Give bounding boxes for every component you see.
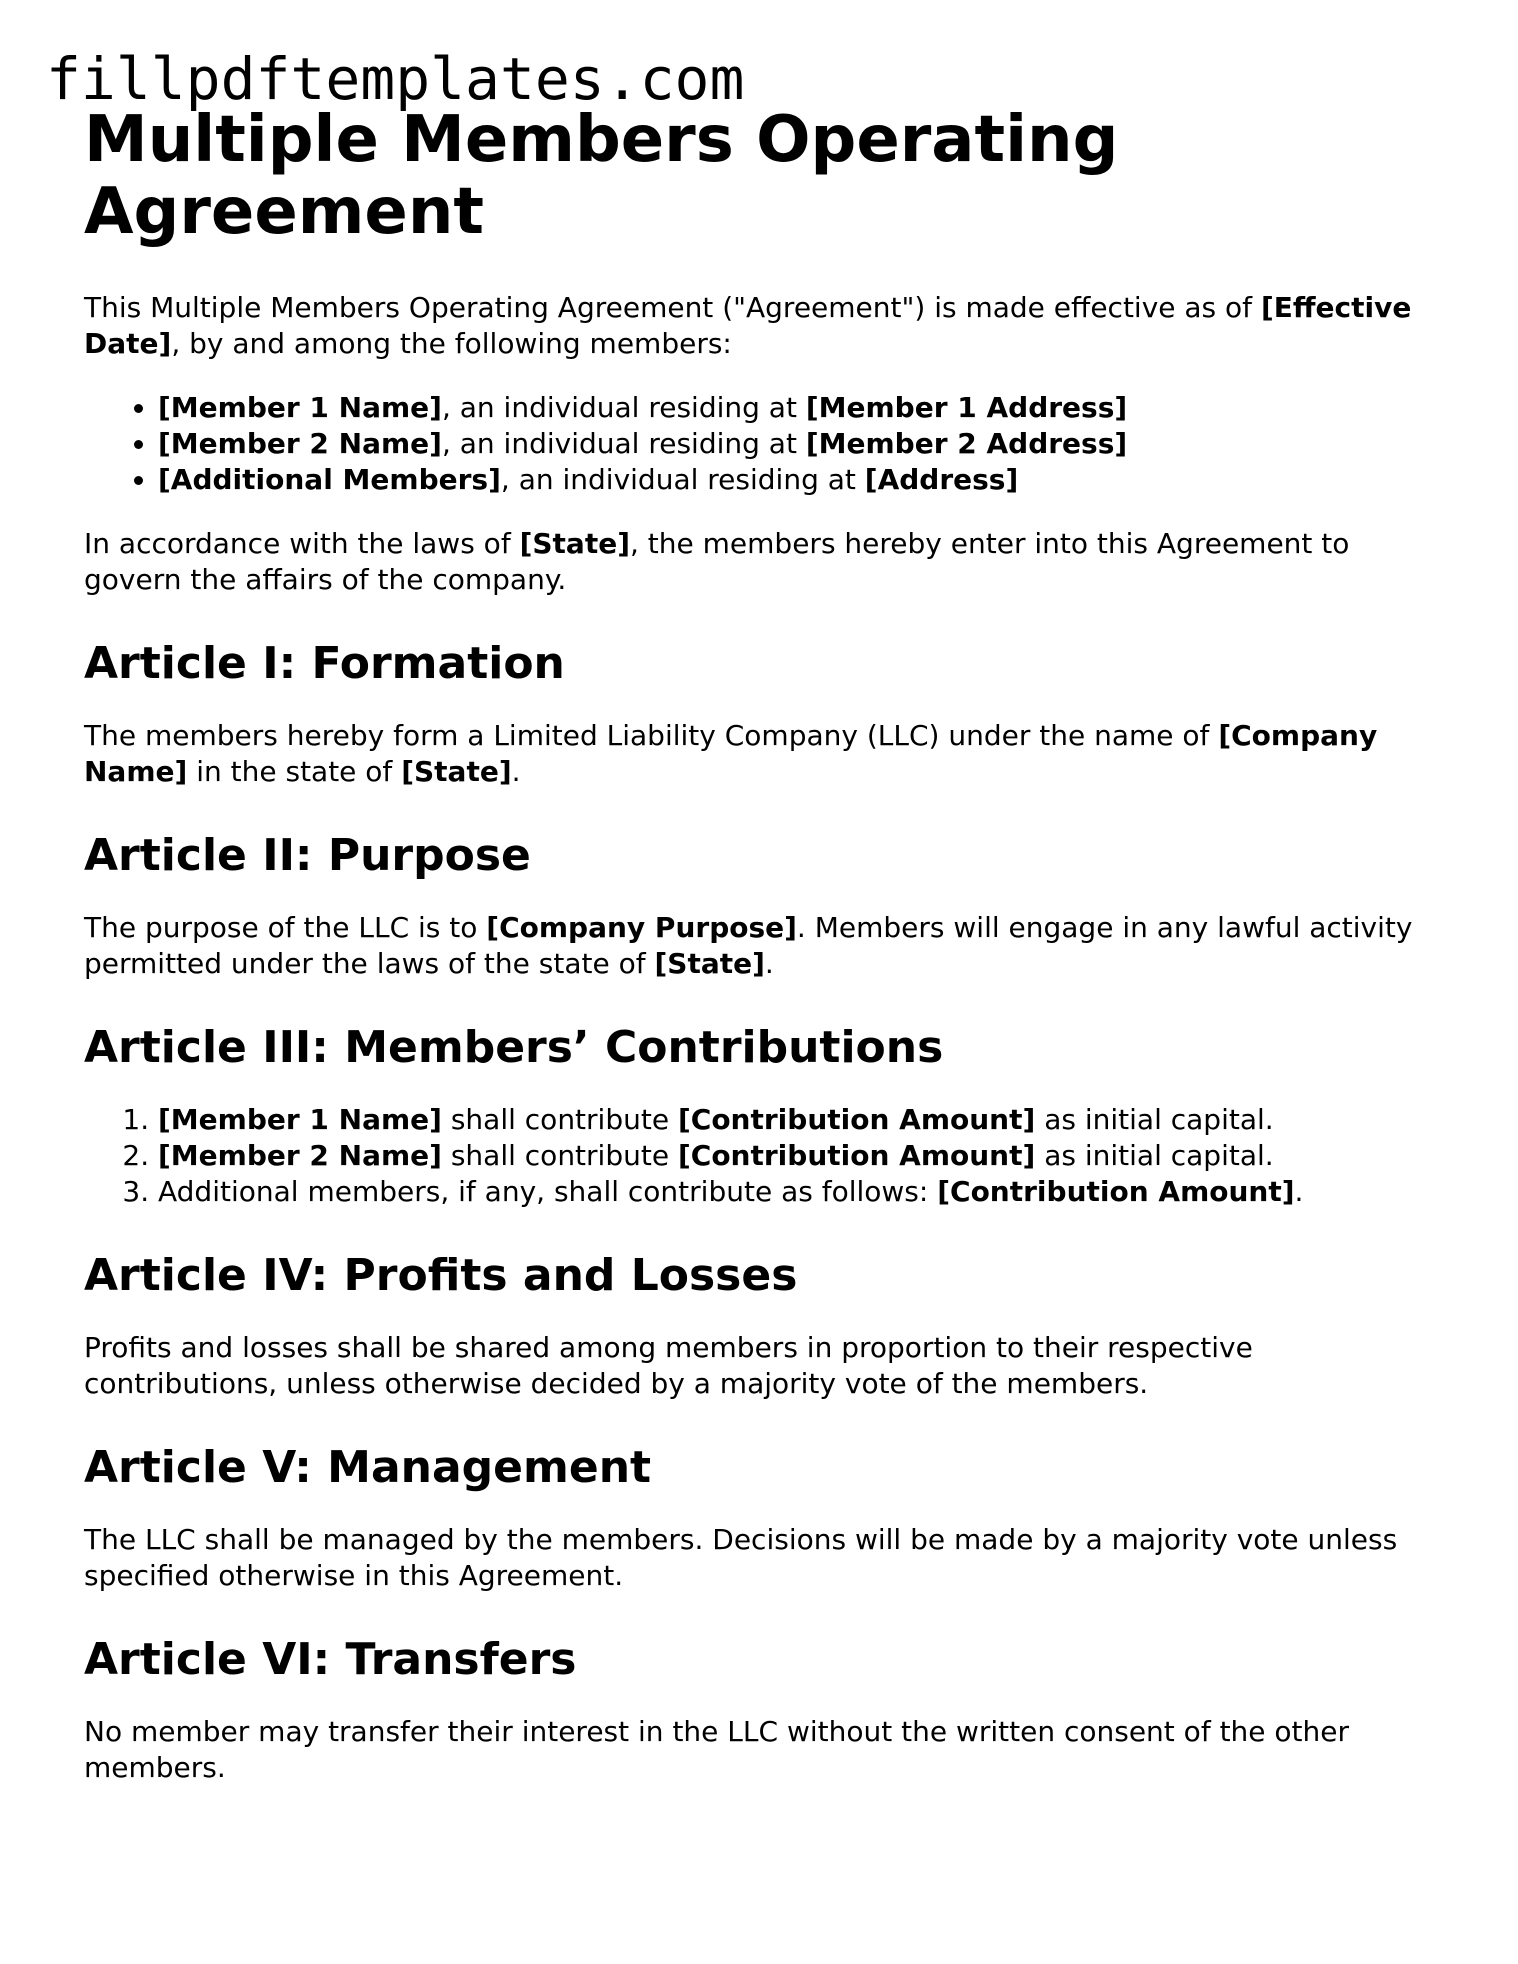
list-item	[158, 1138, 1444, 1174]
state-placeholder: [State]	[401, 755, 512, 788]
article-1-text-1: The members hereby form a Limited Liability Company (LLC) under the name of	[84, 719, 1219, 752]
member-name-placeholder: [Member 1 Name]	[158, 1103, 442, 1136]
contribution-amount-placeholder: [Contribution Amount]	[937, 1175, 1295, 1208]
contribution-text: shall contribute	[441, 1103, 678, 1136]
article-2-text-1: The purpose of the LLC is to	[84, 911, 487, 944]
member-text: , an individual residing at	[441, 391, 806, 424]
law-text-2: , the members hereby enter into this Agreement to govern the affairs of the company.	[84, 527, 1350, 596]
article-1-text-2: in the state of	[187, 755, 402, 788]
member-name-placeholder: [Member 1 Name]	[158, 391, 442, 424]
article-1-heading: Article I: Formation	[84, 638, 565, 689]
article-1-paragraph	[84, 718, 1444, 790]
site-watermark: fillpdftemplates.com	[46, 45, 745, 113]
state-placeholder: [State]	[519, 527, 630, 560]
intro-text-2: , by and among the following members:	[171, 327, 732, 360]
article-2-text-3: .	[764, 947, 774, 980]
contribution-text: Additional members, if any, shall contribute as follows:	[158, 1175, 938, 1208]
member-name-placeholder: [Additional Members]	[158, 463, 501, 496]
document-page	[84, 104, 1444, 1786]
effective-date-placeholder: [Effective Date]	[84, 291, 1412, 360]
member-address-placeholder: [Member 1 Address]	[805, 391, 1128, 424]
article-3-heading: Article III: Members’ Contributions	[84, 1022, 944, 1073]
list-item	[158, 426, 1444, 462]
article-2-heading: Article II: Purpose	[84, 830, 531, 881]
article-6-heading: Article VI: Transfers	[84, 1634, 577, 1685]
intro-paragraph	[84, 290, 1444, 362]
member-text: , an individual residing at	[500, 463, 865, 496]
list-item	[158, 390, 1444, 426]
contribution-text: shall contribute	[441, 1139, 678, 1172]
governing-law-paragraph	[84, 526, 1444, 598]
member-address-placeholder: [Address]	[864, 463, 1019, 496]
contribution-list	[84, 1102, 1444, 1210]
member-address-placeholder: [Member 2 Address]	[805, 427, 1128, 460]
article-2-text-2: . Members will engage in any lawful activity permitted under the laws of the state of	[84, 911, 1413, 980]
intro-text-1: This Multiple Members Operating Agreement ("Agreement") is made effective as of	[84, 291, 1261, 324]
article-1-text-3: .	[511, 755, 521, 788]
article-5-heading: Article V: Management	[84, 1442, 652, 1493]
list-item	[158, 462, 1444, 498]
company-name-placeholder: [Company Name]	[84, 719, 1378, 788]
member-text: , an individual residing at	[441, 427, 806, 460]
article-5-paragraph: The LLC shall be managed by the members. Decisions will be made by a majority vote unless specified otherwise in this Agreement.	[84, 1523, 1398, 1592]
company-purpose-placeholder: [Company Purpose]	[486, 911, 797, 944]
article-4-heading: Article IV: Profits and Losses	[84, 1250, 798, 1301]
law-text-1: In accordance with the laws of	[84, 527, 520, 560]
contribution-text: as initial capital.	[1035, 1103, 1274, 1136]
contribution-amount-placeholder: [Contribution Amount]	[677, 1139, 1036, 1172]
contribution-text: .	[1294, 1175, 1304, 1208]
article-4-paragraph: Profits and losses shall be shared among members in proportion to their respective contributions, unless otherwise decided by a majority vote of the members.	[84, 1331, 1253, 1400]
article-2-paragraph	[84, 910, 1444, 982]
contribution-text: as initial capital.	[1035, 1139, 1274, 1172]
list-item	[158, 1102, 1444, 1138]
state-placeholder: [State]	[654, 947, 765, 980]
document-title: Multiple Members Operating Agreement	[84, 103, 1119, 249]
member-name-placeholder: [Member 2 Name]	[158, 427, 442, 460]
contribution-amount-placeholder: [Contribution Amount]	[677, 1103, 1036, 1136]
list-item	[158, 1174, 1444, 1210]
member-name-placeholder: [Member 2 Name]	[158, 1139, 442, 1172]
member-list	[84, 390, 1444, 498]
article-6-paragraph: No member may transfer their interest in the LLC without the written consent of the other members.	[84, 1715, 1350, 1784]
